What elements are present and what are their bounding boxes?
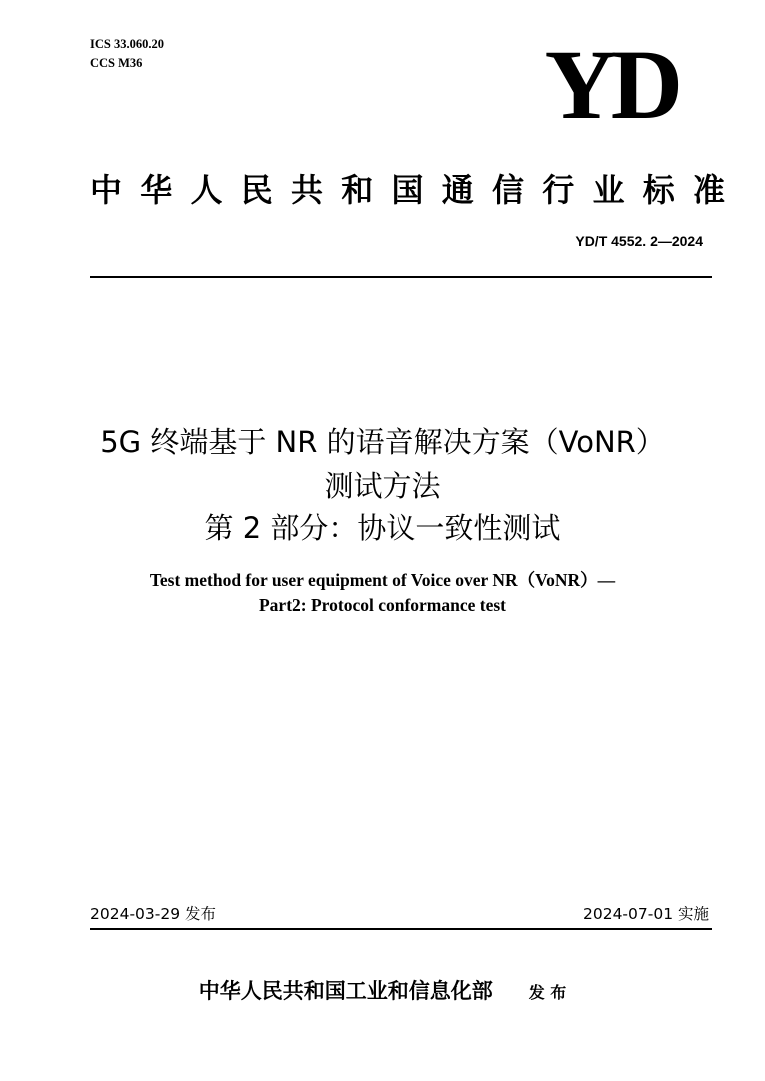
bottom-divider: [90, 928, 712, 930]
standard-number: YD/T 4552. 2—2024: [575, 233, 703, 249]
ccs-code: CCS M36: [90, 56, 143, 70]
title-cn-line3: 第 2 部分：协议一致性测试: [204, 511, 561, 545]
issuer-line: [0, 975, 765, 1005]
title-en-line2: Part2: Protocol conformance test: [258, 595, 506, 615]
title-en-line1: Test method for user equipment of Voice over NR（VoNR）—: [149, 570, 616, 590]
issuer-action: 发 布: [528, 983, 567, 1002]
title-cn-line2: 测试方法: [324, 469, 441, 503]
implementation-date: 2024-07-01 实施: [582, 905, 709, 923]
title-cn-line1: 5G 终端基于 NR 的语音解决方案（VoNR）: [100, 425, 665, 459]
ics-code: ICS 33.060.20: [90, 37, 164, 51]
issuer-name: 中华人民共和国工业和信息化部: [198, 978, 493, 1003]
classification-codes: [90, 35, 164, 73]
yd-logo: YD: [544, 29, 677, 140]
top-divider: [90, 276, 712, 278]
standard-type: 中华人民共和国通信行业标准: [90, 171, 725, 209]
release-date: 2024-03-29 发布: [90, 905, 217, 923]
